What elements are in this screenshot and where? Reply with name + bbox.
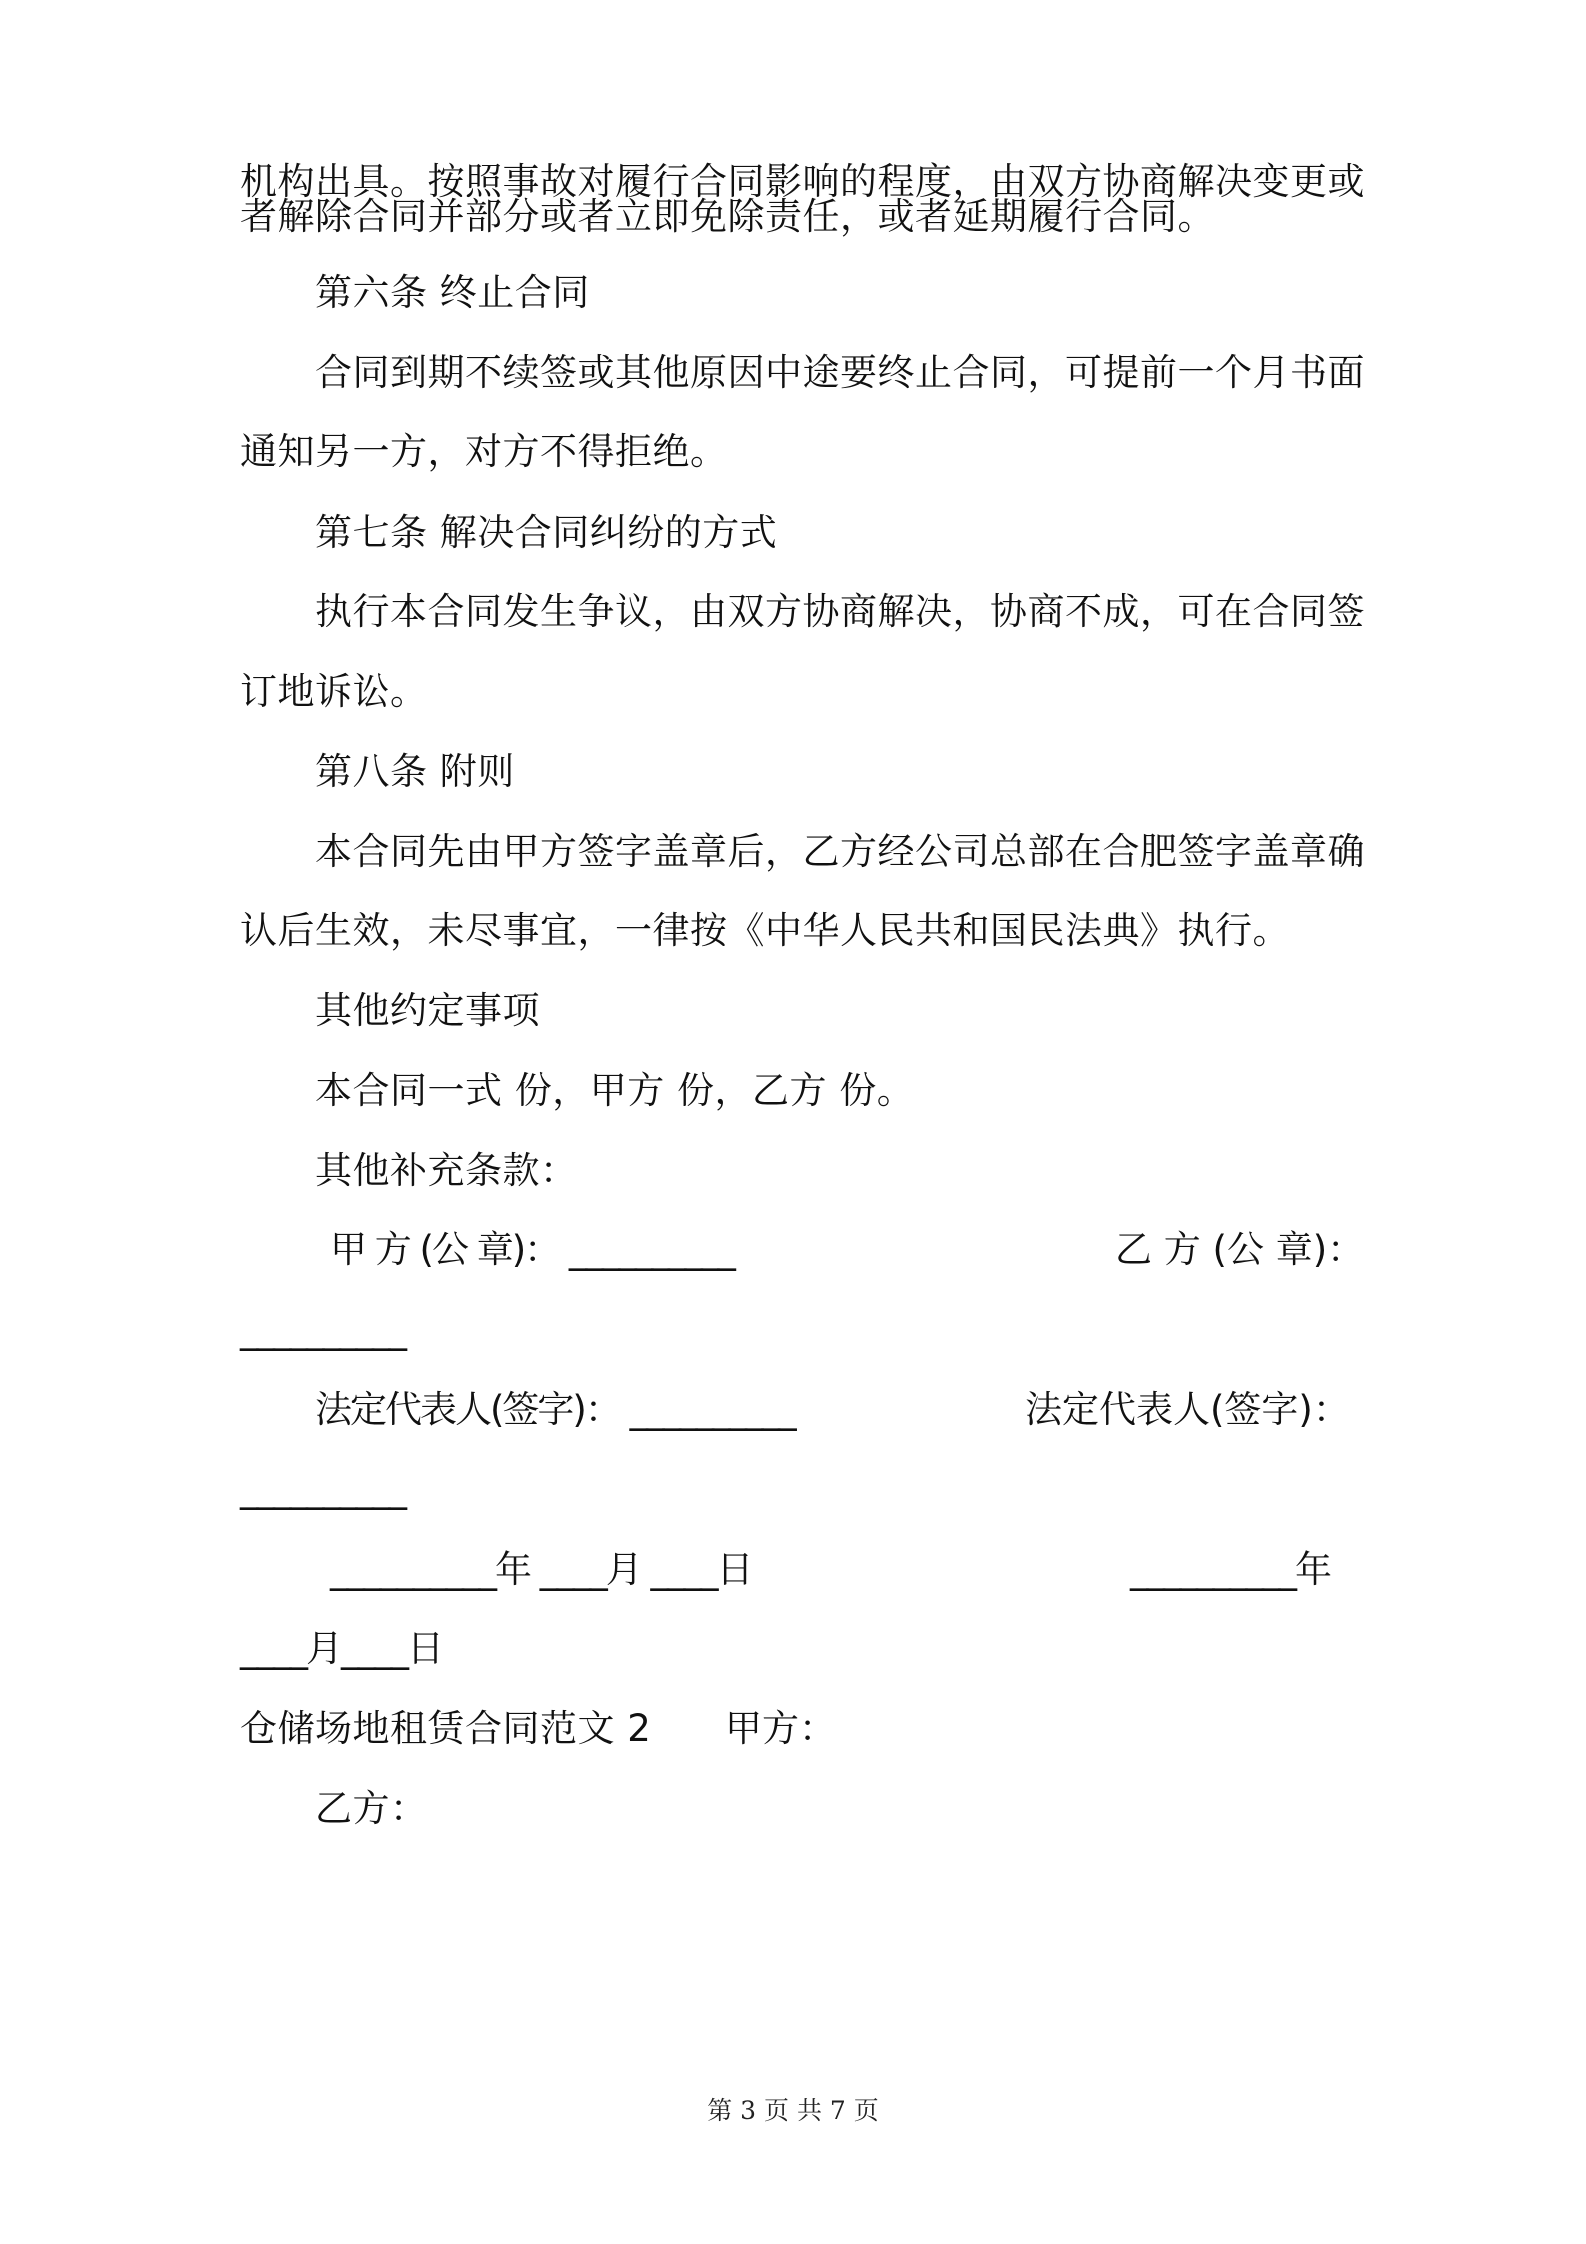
party-b-date-year: __________年 <box>1130 1548 1330 1591</box>
paragraph-line: 者解除合同并部分或者立即免除责任，或者延期履行合同。 <box>240 195 1215 238</box>
party-a-date-line: __________年 ____月 ____日 <box>330 1548 752 1591</box>
article-heading: 第七条 解决合同纠纷的方式 <box>315 511 778 554</box>
party-b-label: 乙方： <box>315 1787 428 1830</box>
paragraph-line: 订地诉讼。 <box>240 670 428 713</box>
paragraph-line: 通知另一方，对方不得拒绝。 <box>240 430 728 473</box>
party-b-seal-label: 乙 方 (公 章)： <box>1115 1228 1365 1271</box>
article-heading: 第六条 终止合同 <box>315 271 590 314</box>
section-heading: 其他约定事项 <box>315 989 540 1032</box>
party-b-representative-blank: __________ <box>240 1467 405 1510</box>
party-b-seal-blank: __________ <box>240 1308 405 1351</box>
paragraph-line: 合同到期不续签或其他原因中途要终止合同，可提前一个月书面 <box>315 351 1365 394</box>
party-b-representative-label: 法定代表人(签字)： <box>1025 1388 1350 1431</box>
party-a-label: 甲方： <box>725 1707 836 1750</box>
party-a-seal-line: 甲 方 (公 章)： __________ <box>330 1228 734 1271</box>
contract-template-title: 仓储场地租赁合同范文 2 <box>240 1707 652 1750</box>
party-a-representative-line: 法定代表人(签字)： __________ <box>315 1388 795 1431</box>
paragraph-line: 认后生效，未尽事宜，一律按《中华人民共和国民法典》执行。 <box>240 909 1290 952</box>
paragraph-line: 本合同一式 份，甲方 份，乙方 份。 <box>315 1069 915 1112</box>
paragraph-line: 本合同先由甲方签字盖章后，乙方经公司总部在合肥签字盖章确 <box>315 830 1365 873</box>
article-heading: 第八条 附则 <box>315 750 515 793</box>
paragraph-line: 机构出具。按照事故对履行合同影响的程度，由双方协商解决变更或 <box>240 160 1365 203</box>
paragraph-line: 其他补充条款： <box>315 1149 578 1192</box>
party-b-date-month-day: ____月____日 <box>240 1627 442 1670</box>
page-number-footer: 第 3 页 共 7 页 <box>707 2096 879 2125</box>
paragraph-line: 执行本合同发生争议，由双方协商解决，协商不成，可在合同签 <box>315 590 1365 633</box>
